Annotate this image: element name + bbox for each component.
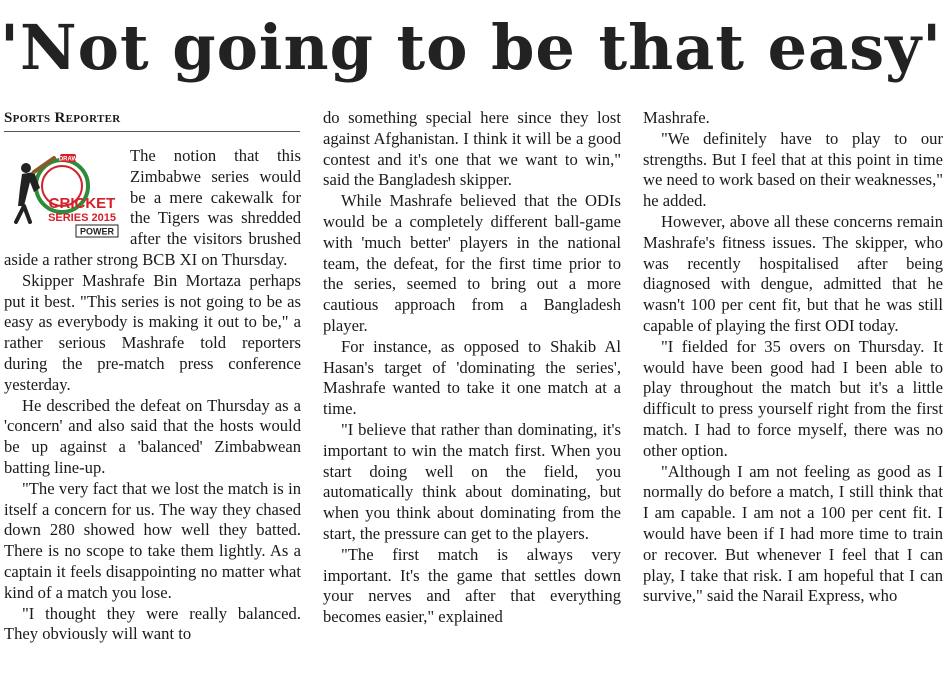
- paragraph: However, above all these concerns remain Mashrafe's fitness issues. The skipper, who was recently hospitalised after being diagnosed with dengue, admitted that he wasn't 100 per cent fit, but that he was still capable of playing the first ODI today.: [643, 211, 943, 335]
- logo-line-2: SERIES 2015: [48, 212, 116, 224]
- paragraph: "We definitely have to play to our strengths. But I feel that at this point in time we need to work based on their weaknesses," he added.: [643, 128, 943, 211]
- paragraph: While Mashrafe believed that the ODIs would be a completely different ball-game with 'much better' players in the national team, the defeat, for the first time prior to the series, seemed to bring out a more cautious approach from a Bangladesh player.: [323, 191, 621, 335]
- byline: Sports Reporter: [4, 110, 300, 132]
- paragraph: The notion that this Zimbabwe series would be a mere cakewalk for the Tigers was shredded after the visitors brushed aside a rather strong BCB XI on Thursday.: [4, 146, 301, 269]
- paragraph: "Although I am not feeling as good as I normally do before a match, I still think that I am capable. I am not a 100 per cent fit. I would have been if I had more time to train or recover. But whenever I feel that I can play, I take that risk. I am hopeful that I can survive," said the Narail Express, who: [643, 461, 943, 606]
- paragraph: "The very fact that we lost the match is in itself a concern for us. The way they chased down 280 showed how well they batted. There is no scope to take them lightly. As a captain it feels disappointing no matter what kind of a match you lose.: [4, 478, 301, 602]
- paragraph: "The first match is always very important. It's the game that settles down your nerves and after that everything becomes easier," explained: [323, 544, 621, 627]
- paragraph: For instance, as opposed to Shakib Al Hasan's target of 'dominating the series', Mashrafe wanted to take it one match at a time.: [323, 336, 621, 419]
- logo-top-text: DRAW: [58, 156, 78, 163]
- logo-line-1: CRICKET: [48, 195, 116, 212]
- paragraph: He described the defeat on Thursday as a 'concern' and also said that the hosts would be up against a 'balanced' Zimbabwean batting line-up.: [4, 395, 301, 477]
- paragraph: "I believe that rather than dominating, it's important to win the match first. When you start doing well on the field, you automatically think about dominating, but when you think about dominating from the start, the pressure can get to the players.: [323, 419, 621, 543]
- paragraph: Mashrafe.: [643, 108, 710, 127]
- article-column-3: [643, 108, 943, 695]
- paragraph: "I thought they were really balanced. They obviously will want to: [4, 603, 301, 644]
- paragraph: "I fielded for 35 overs on Thursday. It would have been good had I been able to play throughout the match but it's a little difficult to press yourself right from the first match. I had to force myself, there was no other option.: [643, 336, 943, 460]
- article-column-1: [4, 146, 301, 695]
- cricket-logo-graphic: [4, 148, 122, 240]
- headline: 'Not going to be that easy': [0, 11, 943, 84]
- cricket-series-logo: [4, 148, 122, 240]
- paragraph: do something special here since they lost against Afghanistan. I think it will be a good contest and it's one that we want to win," said the Bangladesh skipper.: [323, 108, 621, 190]
- article-column-2: [323, 108, 621, 695]
- paragraph: Skipper Mashrafe Bin Mortaza perhaps put it best. "This series is not going to be as easy as everybody is making it out to be," a rather serious Mashrafe told reporters during the pre-match press conference yesterday.: [4, 270, 301, 394]
- logo-line-3: POWER: [79, 226, 115, 237]
